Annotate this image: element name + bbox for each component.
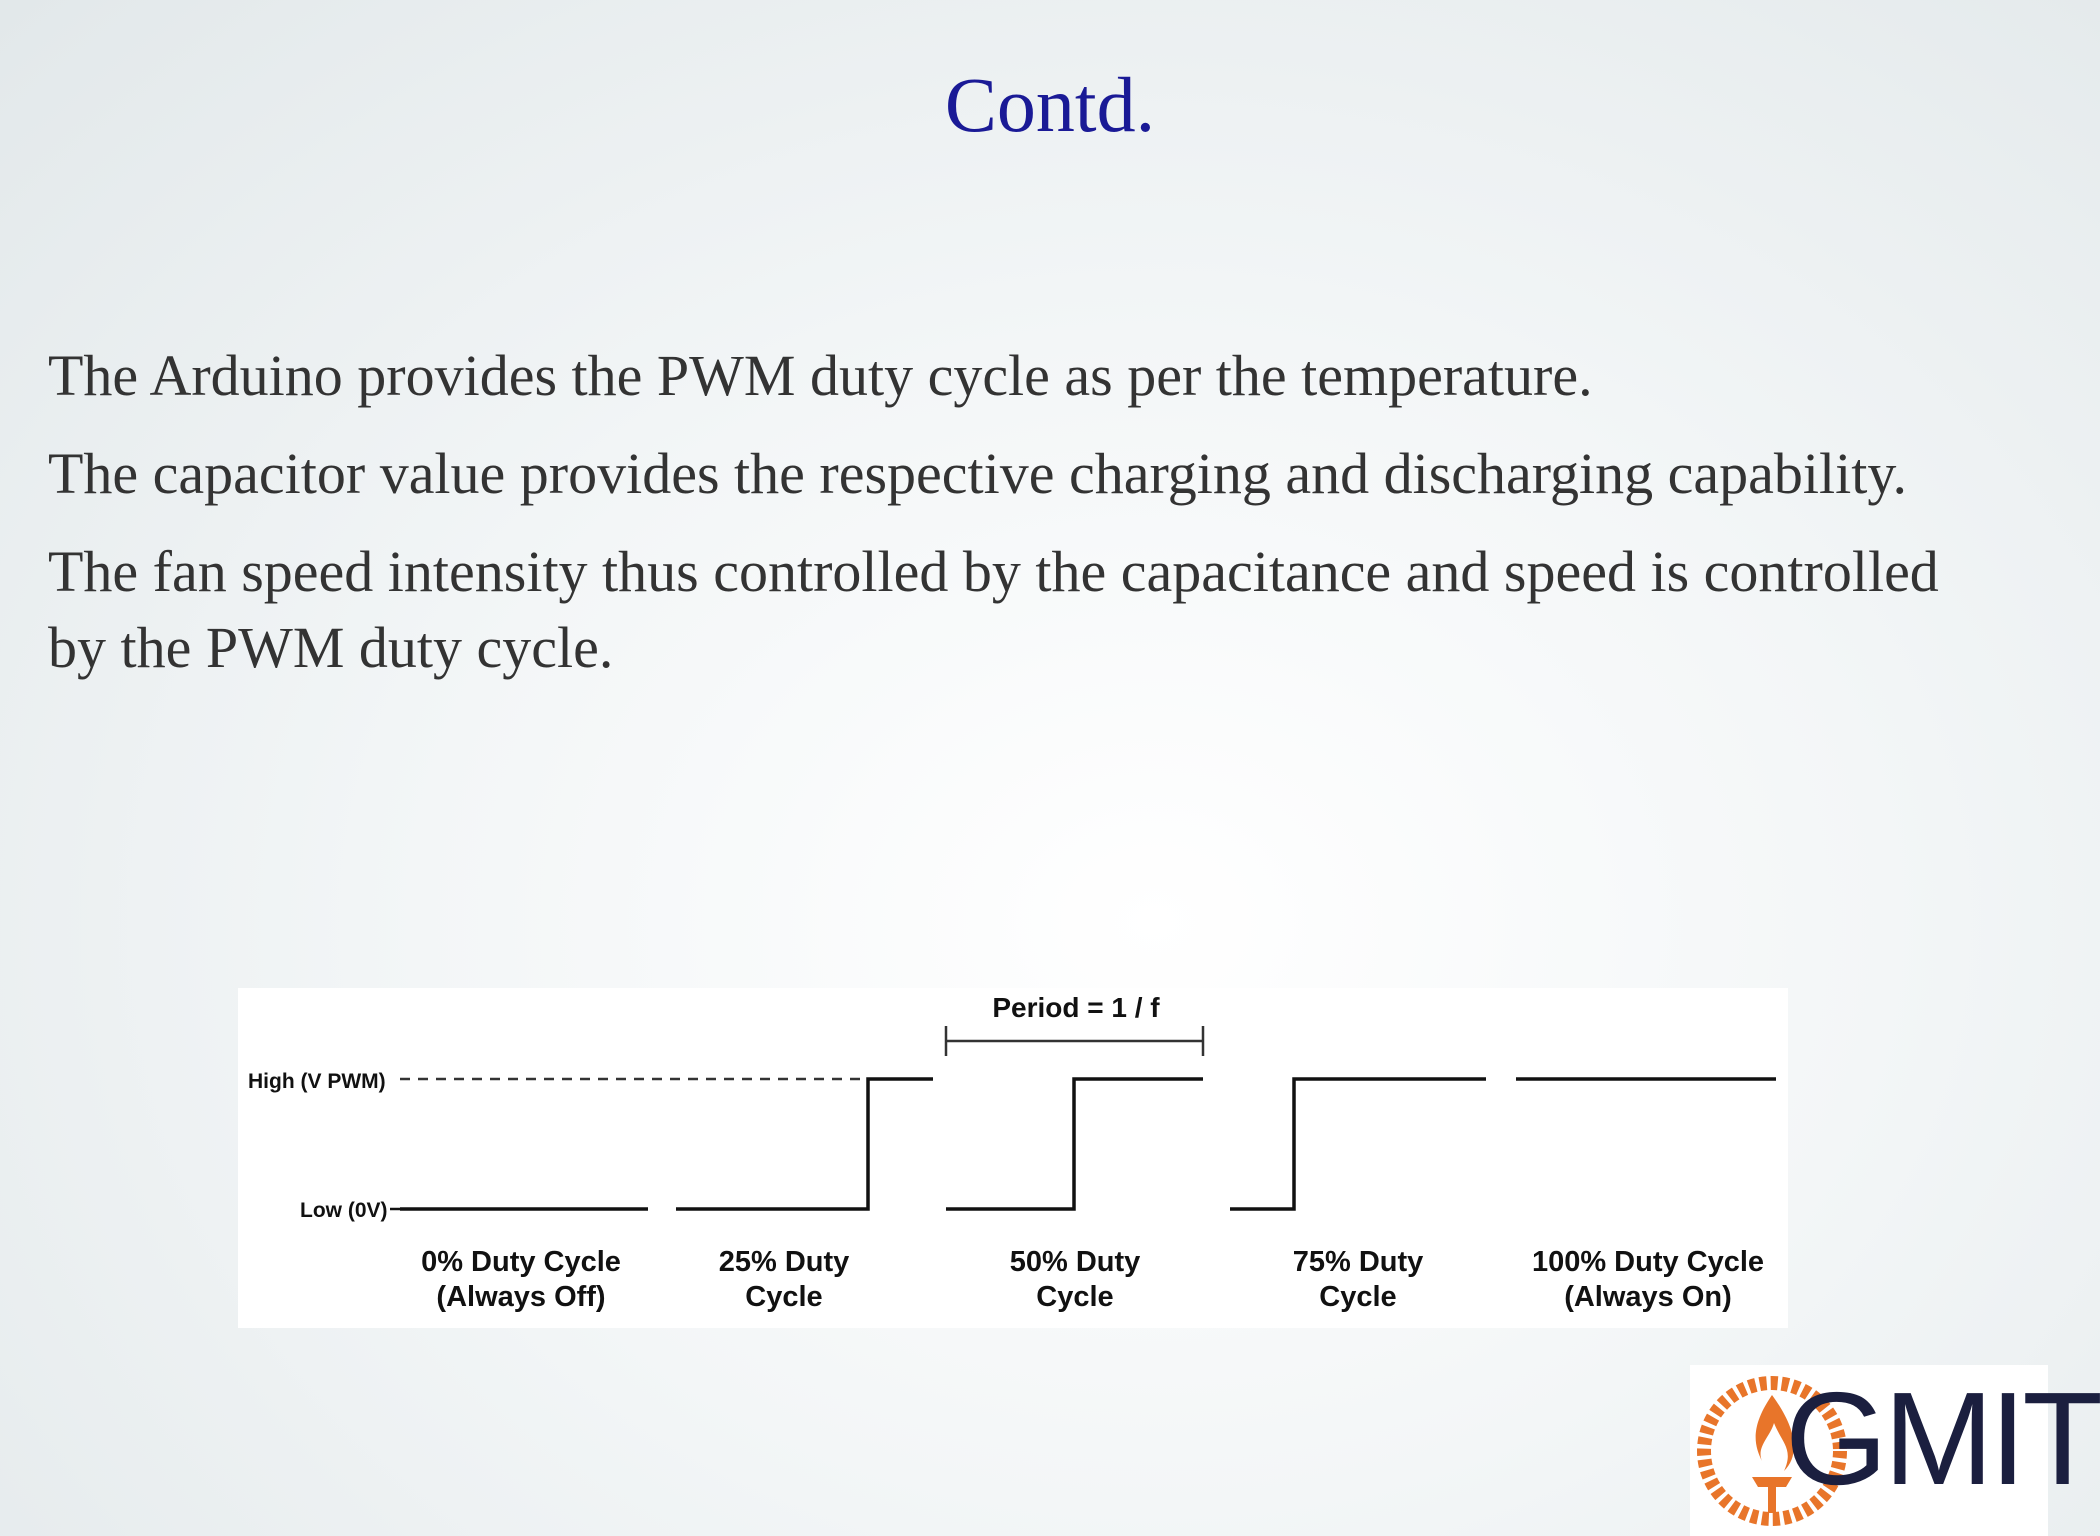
body-text [48,338,1948,708]
duty-label-50-line1: 50% Duty [1009,1246,1141,1278]
low-level-label: Low (0V) [300,1199,388,1222]
pwm-diagram-svg [238,988,1788,1328]
period-bracket [946,1026,1203,1056]
duty-label-25-line1: 25% Duty [718,1246,850,1278]
paragraph-fan-speed: The fan speed intensity thus controlled by the capacitance and speed is controlled by the PWM duty cycle. [48,539,1939,680]
waveform-50-percent [946,1079,1203,1209]
duty-label-100-line1: 100% Duty Cycle [1531,1246,1765,1278]
duty-label-75-line1: 75% Duty [1292,1246,1424,1278]
page-title: Contd. [944,61,1156,148]
duty-label-0-line1: 0% Duty Cycle [421,1246,621,1278]
logo-text: GMIT [1785,1365,2099,1512]
duty-label-75-line2: Cycle [1319,1281,1397,1313]
paragraph-capacitor: The capacitor value provides the respective charging and discharging capability. [48,441,1908,506]
waveform-75-percent [1230,1079,1486,1209]
period-label: Period = 1 / f [992,992,1160,1023]
gmit-logo [1690,1365,2099,1536]
pwm-diagram [238,988,1788,1328]
duty-label-50-line2: Cycle [1036,1281,1114,1313]
high-level-label: High (V PWM) [248,1070,386,1093]
duty-label-100-line2: (Always On) [1564,1281,1732,1313]
waveform-25-percent [676,1079,933,1209]
duty-label-25-line2: Cycle [745,1281,823,1313]
paragraph-arduino: The Arduino provides the PWM duty cycle as per the temperature. [48,343,1593,408]
duty-label-0-line2: (Always Off) [436,1281,606,1313]
